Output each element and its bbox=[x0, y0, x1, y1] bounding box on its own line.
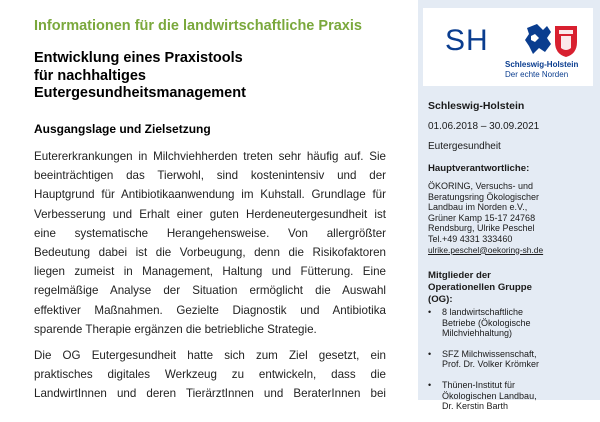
contact-block bbox=[428, 181, 543, 255]
member-line: Milchviehhaltung) bbox=[442, 328, 513, 339]
contact-line: Landbau im Norden e.V., bbox=[428, 202, 528, 213]
contact-line: Tel.+49 4331 333460 bbox=[428, 233, 513, 244]
text-line: regelmäßige Analyse der Situation ermöglicht die Auswahl bbox=[34, 284, 386, 298]
paragraph bbox=[34, 346, 386, 404]
list-item bbox=[428, 380, 539, 412]
logo-letters: SH bbox=[445, 24, 489, 57]
contact-line: Beratungsring Ökologischer bbox=[428, 191, 540, 202]
project-topic: Eutergesundheit bbox=[428, 141, 501, 152]
paragraph bbox=[34, 147, 386, 339]
text-line: effektiver Maßnahmen. Gezielte Diagnostik und Antibiotika bbox=[34, 303, 386, 317]
text-line: praktisches digitales Werkzeug zu entwickeln, dass die bbox=[34, 368, 386, 382]
bullet-icon: • bbox=[428, 348, 432, 359]
member-line: Thünen-Institut für bbox=[442, 379, 516, 390]
page-title bbox=[34, 50, 246, 103]
contact-email-link[interactable]: ulrike.peschel@oekoring-sh.de bbox=[428, 244, 544, 255]
og-heading-line: Mitglieder der bbox=[428, 270, 491, 281]
body-text bbox=[34, 147, 386, 410]
logo-state-name: Schleswig-Holstein bbox=[505, 60, 579, 69]
member-line: SFZ Milchwissenschaft, bbox=[442, 348, 537, 359]
og-heading-line: (OG): bbox=[428, 294, 453, 305]
text-line: Eutererkrankungen in Milchviehherden treten sehr häufig auf. Sie bbox=[34, 150, 386, 163]
section-heading: Ausgangslage und Zielsetzung bbox=[34, 122, 211, 136]
contact-line: ÖKORING, Versuchs- und bbox=[428, 181, 534, 191]
title-line: Eutergesundheitsmanagement bbox=[34, 85, 246, 101]
text-line: Die OG Eutergesundheit hatte sich zum Ziel gesetzt, ein bbox=[34, 348, 386, 362]
state-label: Schleswig-Holstein bbox=[428, 100, 525, 112]
member-line: 8 landwirtschaftliche bbox=[442, 307, 524, 317]
member-line: Betriebe (Ökologische bbox=[442, 317, 531, 328]
page-kicker: Informationen für die landwirtschaftliche Praxis bbox=[34, 18, 362, 34]
responsible-heading: Hauptverantwortliche: bbox=[428, 163, 530, 174]
member-line: Dr. Kerstin Barth bbox=[442, 401, 509, 412]
list-item bbox=[428, 307, 539, 339]
text-line: liegen zumeist in Management, Haltung und Fütterung. Eine bbox=[34, 265, 386, 279]
info-sidebar bbox=[418, 0, 600, 412]
sh-logo bbox=[423, 8, 593, 86]
text-line: Bedeutung dabei ist die Vorbeugung, denn die Risikofaktoren bbox=[34, 245, 386, 259]
text-line: Hauptgrund für Antibiotikaanwendung im Kuhstall. Grundlage für bbox=[34, 188, 386, 202]
main-column bbox=[34, 0, 396, 400]
title-line: für nachhaltiges bbox=[34, 67, 146, 84]
member-line: Ökologischen Landbau, bbox=[442, 390, 537, 401]
coat-of-arms-icon bbox=[523, 22, 579, 58]
contact-line: Grüner Kamp 15-17 24768 bbox=[428, 212, 536, 223]
project-dates: 01.06.2018 – 30.09.2021 bbox=[428, 121, 540, 132]
bullet-icon: • bbox=[428, 307, 432, 317]
logo-slogan: Der echte Norden bbox=[505, 70, 569, 79]
contact-line: Rendsburg, Ulrike Peschel bbox=[428, 223, 535, 234]
og-heading-line: Operationellen Gruppe bbox=[428, 282, 532, 293]
text-line: sparende Therapie ergänzen die betriebliche Strategie. bbox=[34, 322, 317, 336]
title-line: Entwicklung eines Praxistools bbox=[34, 50, 243, 66]
text-line: eine systematische Herangehensweise. Von allergrößter bbox=[34, 226, 386, 240]
text-line: Verbesserung und Erhalt einer guten Herdeneutergesundheit ist bbox=[34, 207, 386, 221]
list-item bbox=[428, 349, 539, 370]
og-heading bbox=[428, 270, 532, 306]
bullet-icon: • bbox=[428, 379, 432, 390]
text-line: LandwirtInnen und deren TierärztInnen und BeraterInnen bei bbox=[34, 387, 386, 401]
text-line: beeinträchtigen das Tierwohl, sind kostenintensiv und der bbox=[34, 169, 386, 183]
member-line: Prof. Dr. Volker Krömker bbox=[442, 359, 540, 370]
member-list bbox=[428, 307, 539, 422]
